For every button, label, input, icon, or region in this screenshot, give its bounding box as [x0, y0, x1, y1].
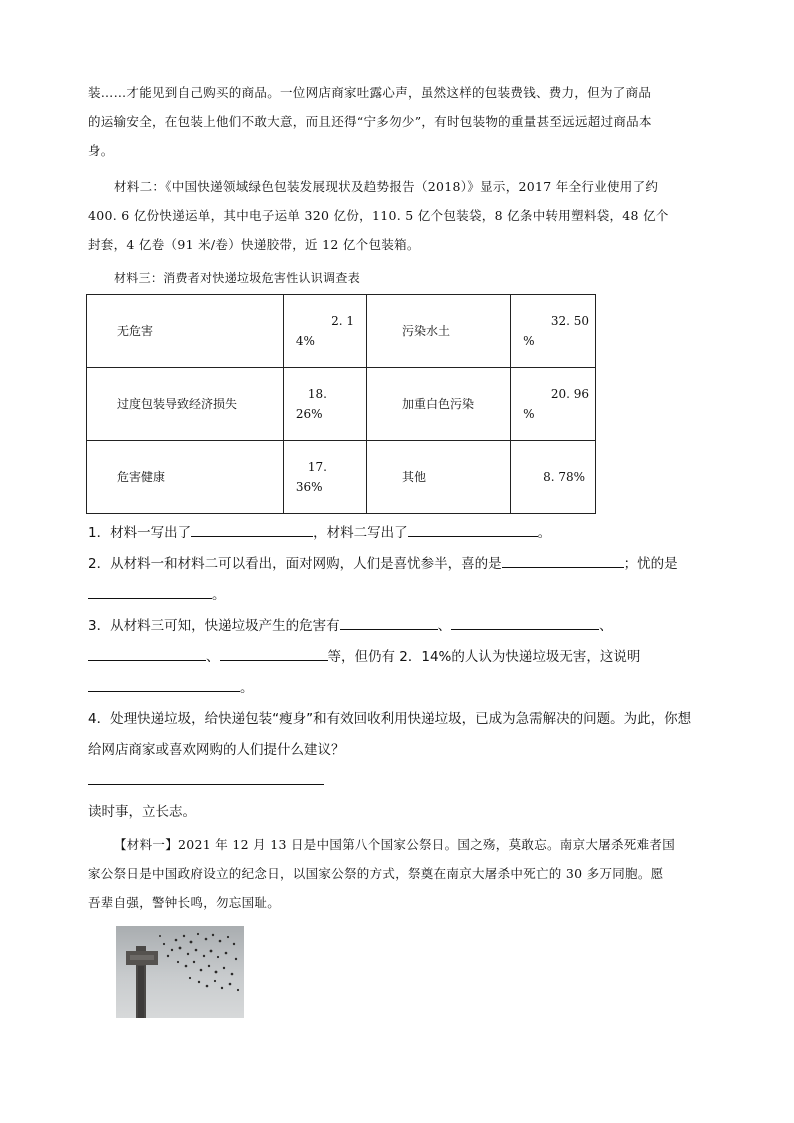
table-cell	[511, 368, 596, 441]
survey-table	[86, 294, 596, 514]
q3-text: 。	[240, 680, 254, 696]
table-cell: 危害健康	[87, 441, 284, 514]
memorial-cross-with-birds-photo	[116, 926, 244, 1018]
q3-text: 3．从材料三可知，快递垃圾产生的危害有	[88, 618, 340, 634]
table-cell	[283, 295, 366, 368]
table-caption: 材料三：消费者对快递垃圾危害性认识调查表	[114, 271, 361, 285]
question-3-cont2	[88, 673, 728, 704]
text-line: 封套，4 亿卷（91 米/卷）快递胶带，近 12 亿个包装箱。	[88, 237, 420, 252]
cell-value: %	[523, 334, 535, 348]
question-3	[88, 611, 728, 642]
table-cell	[283, 441, 366, 514]
table-cell: 过度包装导致经济损失	[87, 368, 284, 441]
text-line: 【材料一】2021 年 12 月 13 日是中国第八个国家公祭日。国之殇，莫敢忘。南京大屠杀死难者国	[114, 837, 675, 852]
text-line: 身。	[88, 143, 114, 158]
q2-text: 2．从材料一和材料二可以看出，面对网购，人们是喜忧参半，喜的是	[88, 556, 502, 572]
q3-text: 、	[206, 649, 220, 665]
text-line: 家公祭日是中国政府设立的纪念日，以国家公祭的方式，祭奠在南京大屠杀中死亡的 30 多万同胞。愿	[88, 866, 664, 881]
questions-section	[88, 518, 728, 828]
q1-text: 1．材料一写出了	[88, 525, 192, 541]
answer-blank[interactable]	[340, 614, 438, 630]
answer-blank[interactable]	[88, 645, 206, 661]
text-line: 的运输安全，在包装上他们不敢大意，而且还得“宁多勿少”，有时包装物的重量甚至远远超过商品本	[88, 114, 652, 129]
answer-blank[interactable]	[88, 583, 212, 599]
answer-blank[interactable]	[502, 552, 624, 568]
text-line: 吾辈自强，警钟长鸣，勿忘国耻。	[88, 895, 281, 910]
q1-text: ，材料二写出了	[313, 525, 408, 541]
question-2-cont	[88, 580, 728, 611]
table-row	[87, 441, 596, 514]
answer-blank[interactable]	[451, 614, 599, 630]
table-row	[87, 295, 596, 368]
q2-text: 。	[212, 587, 226, 603]
cell-value: 26%	[295, 407, 323, 421]
question-4-answer-line	[88, 766, 728, 797]
q1-text: 。	[537, 525, 552, 541]
question-3-cont	[88, 642, 728, 673]
reading-material	[88, 830, 708, 917]
section-heading: 读时事，立长志。	[88, 804, 196, 820]
material1-text	[88, 78, 708, 165]
table-cell	[511, 295, 596, 368]
answer-blank[interactable]	[88, 676, 240, 692]
table-cell: 无危害	[87, 295, 284, 368]
q3-text: 、	[437, 618, 452, 634]
question-4: 4．处理快递垃圾，给快递包装“瘦身”和有效回收利用快递垃圾，已成为急需解决的问题。为此，你想	[88, 711, 692, 727]
text-line: 材料二：《中国快递领域绿色包装发展现状及趋势报告（2018）》显示，2017 年全行业使用了约	[114, 179, 659, 194]
material2-text	[88, 172, 708, 259]
cell-value: 18.	[307, 387, 327, 401]
answer-blank[interactable]	[408, 521, 538, 537]
cell-value: 20. 96	[550, 387, 589, 401]
table-cell	[283, 368, 366, 441]
cell-value: 4%	[295, 334, 315, 348]
answer-blank[interactable]	[191, 521, 313, 537]
cell-value: %	[523, 407, 535, 421]
table-cell: 污染水土	[367, 295, 511, 368]
answer-blank[interactable]	[220, 645, 328, 661]
table-cell: 加重白色污染	[367, 368, 511, 441]
q2-text: ；忧的是	[623, 556, 678, 572]
cell-value: 36%	[295, 480, 323, 494]
cell-value: 32. 50	[550, 314, 589, 328]
answer-blank[interactable]	[88, 769, 324, 785]
question-4-cont: 给网店商家或喜欢网购的人们提什么建议？	[88, 742, 345, 758]
memorial-photo-graphic	[116, 926, 244, 1018]
cell-value: 17.	[307, 460, 327, 474]
text-line: 400. 6 亿份快递运单，其中电子运单 320 亿份，110. 5 亿个包装袋，8 亿条中转用塑料袋，48 亿个	[88, 208, 669, 223]
q3-text: 等，但仍有 2．14%的人认为快递垃圾无害，这说明	[327, 649, 641, 665]
cell-value: 2. 1	[331, 314, 355, 328]
table-row	[87, 368, 596, 441]
question-1	[88, 518, 728, 549]
table-cell: 其他	[367, 441, 511, 514]
question-2	[88, 549, 728, 580]
cell-value: 8. 78%	[543, 470, 586, 484]
text-line: 装……才能见到自己购买的商品。一位网店商家吐露心声，虽然这样的包装费钱、费力，但为了商品	[88, 85, 652, 100]
q3-text: 、	[599, 618, 613, 634]
table-cell	[511, 441, 596, 514]
